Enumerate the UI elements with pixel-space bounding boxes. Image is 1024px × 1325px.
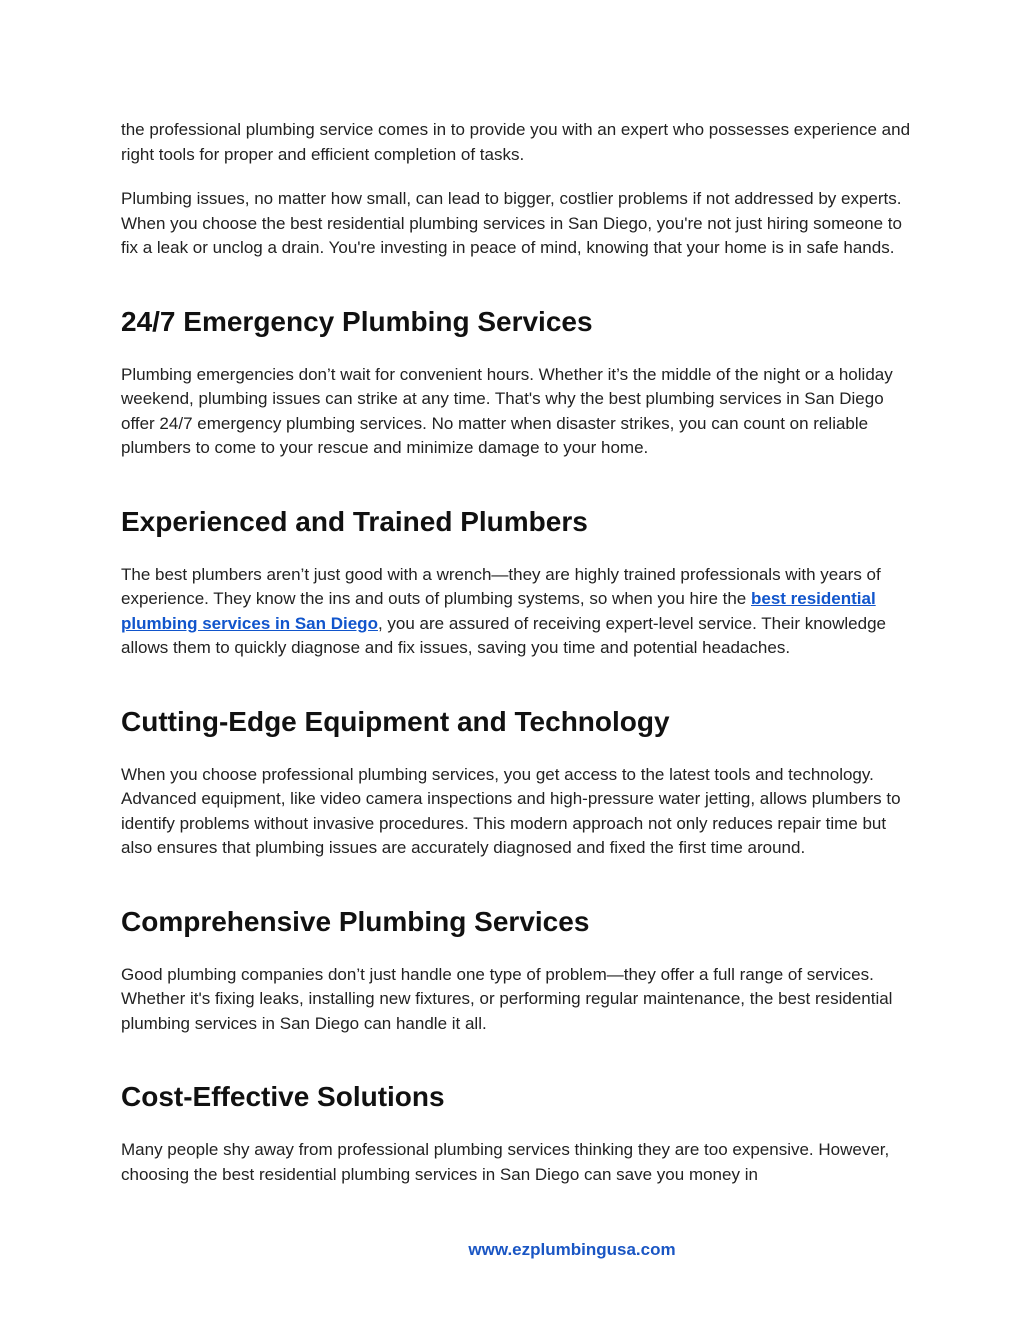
- paragraph-equipment-technology: When you choose professional plumbing services, you get access to the latest tools and technology. Advanced equipment, like video camera inspections and high-pressure water jetting, allows plumbers to identify problems without invasive procedures. This modern approach not only reduces repair time but also ensures that plumbing issues are accurately diagnosed and fixed the first time around.: [121, 764, 901, 857]
- heading-emergency-services: 24/7 Emergency Plumbing Services: [121, 305, 593, 337]
- intro-paragraph-1: the professional plumbing service comes in to provide you with an expert who possesses experience and right tools for proper and efficient completion of tasks.: [121, 120, 911, 164]
- paragraph-emergency-services: Plumbing emergencies don’t wait for convenient hours. Whether it’s the middle of the night or a holiday weekend, plumbing issues can strike at any time. That's why the best plumbing services in San Diego offer 24/7 emergency plumbing services. No matter when disaster strikes, you can count on reliable plumbers to come to your rescue and minimize damage to your home.: [121, 364, 893, 457]
- intro-paragraph-2: Plumbing issues, no matter how small, can lead to bigger, costlier problems if not addressed by experts. When you choose the best residential plumbing services in San Diego, you're not just hiring someone to fix a leak or unclog a drain. You're investing in peace of mind, knowing that your home is in safe hands.: [121, 189, 902, 257]
- heading-cost-effective: Cost-Effective Solutions: [121, 1081, 445, 1112]
- paragraph-text-after-link: , you are assured of receiving expert-level service. Their knowledge allows them to quickly diagnose and fix issues, saving you time and potential headaches.: [121, 613, 887, 657]
- paragraph-cost-effective: Many people shy away from professional plumbing services thinking they are too expensive. However, choosing the best residential plumbing services in San Diego can save you money in: [121, 1140, 890, 1184]
- heading-equipment-technology: Cutting-Edge Equipment and Technology: [121, 705, 670, 737]
- heading-experienced-plumbers: Experienced and Trained Plumbers: [121, 505, 588, 537]
- paragraph-comprehensive-services: Good plumbing companies don’t just handle one type of problem—they offer a full range of services. Whether it's fixing leaks, installing new fixtures, or performing regular maintenance, the best residential plumbing services in San Diego can handle it all.: [121, 964, 893, 1033]
- paragraph-text-before-link: The best plumbers aren’t just good with a wrench—they are highly trained professionals with years of experience. They know the ins and outs of plumbing systems, so when you hire the: [121, 564, 881, 608]
- document-page: [121, 118, 911, 1207]
- footer-website-url[interactable]: www.ezplumbingusa.com: [468, 1240, 676, 1259]
- residential-plumbing-link[interactable]: best residential plumbing services in San Diego: [121, 589, 876, 633]
- paragraph-experienced-plumbers: [121, 563, 911, 661]
- heading-comprehensive-services: Comprehensive Plumbing Services: [121, 905, 590, 937]
